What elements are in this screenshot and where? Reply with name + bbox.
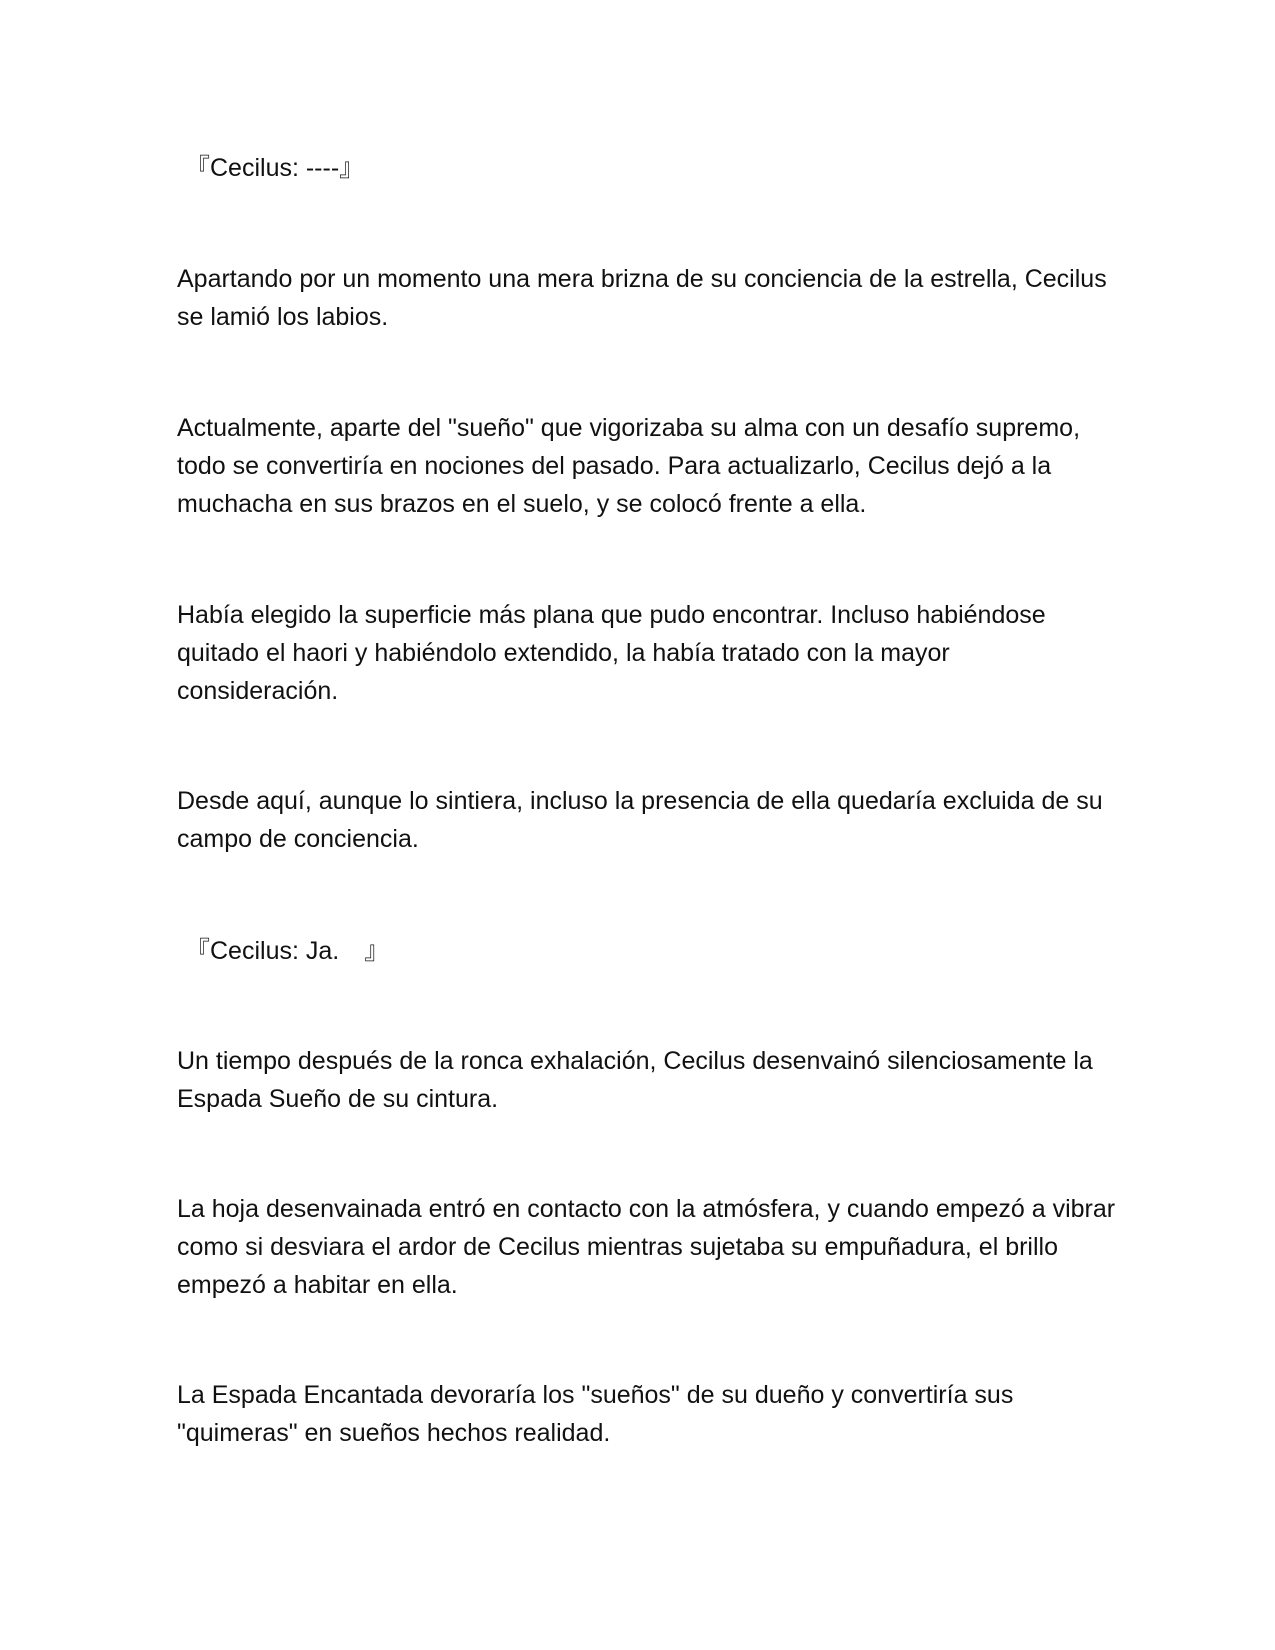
paragraph: Actualmente, aparte del "sueño" que vigorizaba su alma con un desafío supremo, todo se convertiría en nociones del pasado. Para actualizarlo, Cecilus dejó a la muchacha en sus brazos en el suelo, y se colocó frente a ella. xyxy=(177,414,1081,518)
paragraph: La Espada Encantada devoraría los "sueños" de su dueño y convertiría sus "quimeras" en sueños hechos realidad. xyxy=(177,1381,1014,1447)
dialogue-line: 『Cecilus: ----』 xyxy=(185,154,365,182)
paragraph: La hoja desenvainada entró en contacto con la atmósfera, y cuando empezó a vibrar como si desviara el ardor de Cecilus mientras sujetaba su empuñadura, el brillo empezó a habitar en ella. xyxy=(177,1195,1116,1299)
dialogue-line: 『Cecilus: Ja. 』 xyxy=(185,937,390,965)
paragraph: Desde aquí, aunque lo sintiera, incluso la presencia de ella quedaría excluida de su campo de conciencia. xyxy=(177,787,1103,853)
paragraph: Un tiempo después de la ronca exhalación, Cecilus desenvainó silenciosamente la Espada Sueño de su cintura. xyxy=(177,1047,1093,1113)
paragraph: Había elegido la superficie más plana que pudo encontrar. Incluso habiéndose quitado el haori y habiéndolo extendido, la había tratado con la mayor consideración. xyxy=(177,601,1046,705)
paragraph: Apartando por un momento una mera brizna de su conciencia de la estrella, Cecilus se lamió los labios. xyxy=(177,265,1107,331)
